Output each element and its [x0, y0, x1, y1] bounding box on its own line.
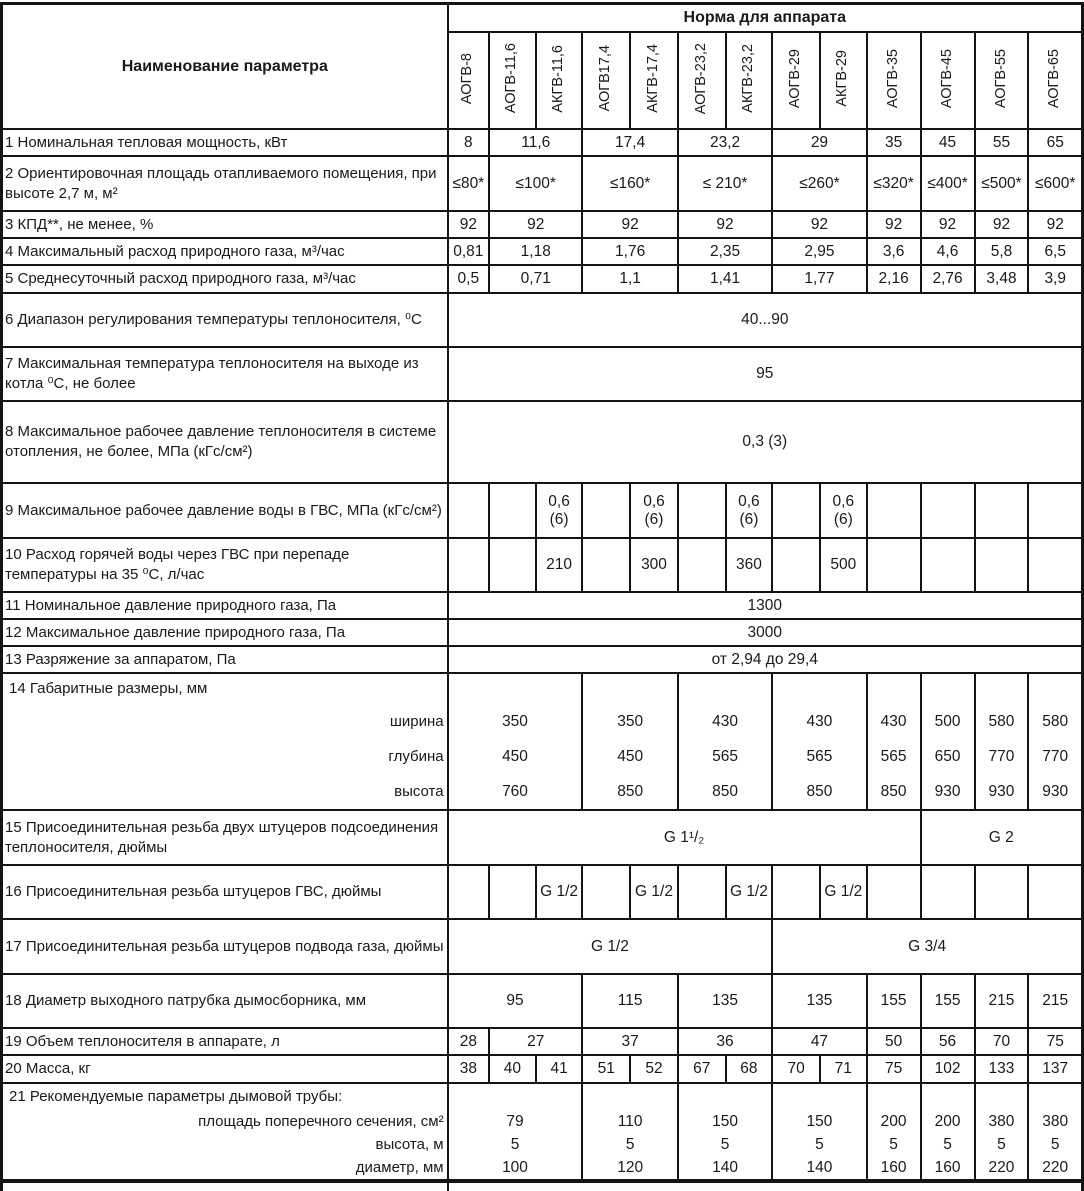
value-cell [489, 865, 536, 919]
value-cell [678, 1083, 772, 1181]
value-cell [867, 483, 921, 538]
value-cell: 2,16 [867, 265, 921, 293]
param-label: 1 Номинальная тепловая мощность, кВт [2, 129, 448, 156]
value-cell: 92 [1028, 211, 1082, 238]
model-name: АОГВ-35 [884, 48, 901, 109]
model-header-cell [975, 32, 1029, 129]
value-cell: 155 [921, 974, 975, 1028]
param-label: 11 Номинальное давление природного газа, Па [2, 592, 448, 619]
value-cell: 300 [630, 538, 678, 592]
value-line: 150 [806, 1113, 833, 1130]
value-cell: 133 [975, 1055, 1029, 1083]
value-cell: 95 [448, 347, 1083, 401]
value-cell: ≤320* [867, 156, 921, 211]
value-line: 580 [1042, 713, 1069, 730]
value-line: 565 [806, 748, 833, 765]
value-cell: 38 [448, 1055, 489, 1083]
value-spacer [681, 1084, 769, 1110]
param-label: 8 Максимальное рабочее давление теплоносителя в системе отопления, не более, МПа (кГс/см²) [2, 401, 448, 483]
value-spacer [924, 1084, 972, 1110]
value-cell: 92 [448, 211, 489, 238]
table-row [2, 538, 1083, 592]
value-cell: 210 [536, 538, 583, 592]
value-line: 5 [1050, 1136, 1060, 1153]
value-cell [582, 483, 630, 538]
value-line: 220 [1042, 1159, 1069, 1176]
param-label [2, 1083, 448, 1181]
value-cell: 115 [582, 974, 677, 1028]
model-name: АОГВ-65 [1046, 48, 1063, 109]
value-cell [867, 1083, 921, 1181]
value-cell: 500 [820, 538, 867, 592]
value-cell: 40 [489, 1055, 536, 1083]
model-name: АОГВ-8 [459, 52, 476, 105]
param-label: 5 Среднесуточный расход природного газа, м³/час [2, 265, 448, 293]
value-line: 5 [889, 1136, 898, 1153]
value-cell [448, 673, 583, 810]
value-cell: G 1/2 [630, 865, 678, 919]
group-sublabel: высота, м [375, 1136, 444, 1153]
model-name: АКГВ-23,2 [739, 44, 756, 113]
value-cell [448, 483, 489, 538]
spec-sheet-page [0, 2, 1084, 1191]
value-cell: 50 [867, 1028, 921, 1055]
value-cell [582, 538, 630, 592]
value-cell [582, 673, 677, 810]
param-label: 20 Масса, кг [2, 1055, 448, 1083]
value-line: 200 [934, 1113, 961, 1130]
value-cell: G 1/2 [448, 919, 773, 974]
value-cell: ≤260* [772, 156, 866, 211]
model-name: АКГВ-17,4 [645, 44, 662, 113]
partial-row [2, 1181, 1083, 1191]
value-cell: 92 [921, 211, 975, 238]
value-cell [489, 538, 536, 592]
value-cell: G 2 [921, 810, 1083, 865]
value-cell: 55 [975, 129, 1029, 156]
value-cell: 135 [678, 974, 772, 1028]
param-name-header: Наименование параметра [2, 4, 448, 130]
value-cell: ≤600* [1028, 156, 1082, 211]
value-cell: 23,2 [678, 129, 772, 156]
value-line: 79 [506, 1113, 524, 1130]
value-cell: 3000 [448, 619, 1083, 646]
value-cell: 3,6 [867, 238, 921, 265]
value-cell: 102 [921, 1055, 975, 1083]
value-cell [867, 673, 921, 810]
value-cell: 37 [582, 1028, 677, 1055]
value-line: 5 [943, 1136, 952, 1153]
value-line: 5 [625, 1136, 635, 1153]
value-cell: 0,3 (3) [448, 401, 1083, 483]
value-spacer [775, 674, 863, 704]
value-line: 850 [806, 783, 833, 800]
param-label: 16 Присоединительная резьба штуцеров ГВС, дюймы [2, 865, 448, 919]
value-cell [772, 673, 866, 810]
value-cell: 2,76 [921, 265, 975, 293]
table-row [2, 810, 1083, 865]
model-header-cell [867, 32, 921, 129]
param-label: 19 Объем теплоносителя в аппарате, л [2, 1028, 448, 1055]
value-cell [582, 865, 630, 919]
value-line: 110 [617, 1113, 643, 1130]
value-cell: 8 [448, 129, 489, 156]
value-cell: 71 [820, 1055, 867, 1083]
value-cell: 95 [448, 974, 583, 1028]
param-label: 10 Расход горячей воды через ГВС при перепаде температуры на 35 ⁰С, л/час [2, 538, 448, 592]
value-cell [489, 483, 536, 538]
value-cell [975, 1083, 1029, 1181]
model-header-cell [921, 32, 975, 129]
model-header-cell [630, 32, 678, 129]
value-cell [448, 865, 489, 919]
value-cell: 92 [582, 211, 677, 238]
value-line: 850 [880, 783, 907, 800]
model-name: АОГВ-29 [787, 48, 804, 109]
model-header-cell [678, 32, 726, 129]
group-sublabel: диаметр, мм [355, 1159, 444, 1176]
partial-label-cell [2, 1181, 448, 1191]
value-cell: G 1/2 [536, 865, 583, 919]
param-label: 18 Диаметр выходного патрубка дымосборника, мм [2, 974, 448, 1028]
value-cell [921, 1083, 975, 1181]
value-cell [1028, 1083, 1082, 1181]
value-cell [975, 673, 1029, 810]
value-spacer [978, 674, 1026, 704]
value-cell: 215 [1028, 974, 1082, 1028]
table-row [2, 347, 1083, 401]
value-line: 580 [988, 713, 1015, 730]
value-line: 930 [988, 783, 1015, 800]
value-cell [1028, 865, 1082, 919]
value-cell: ≤100* [489, 156, 582, 211]
value-cell: 40...90 [448, 293, 1083, 347]
value-spacer [870, 674, 918, 704]
partial-value-cell [448, 1181, 1083, 1191]
model-name: АОГВ-55 [992, 48, 1009, 109]
value-spacer [924, 674, 972, 704]
value-line: 650 [934, 748, 961, 765]
param-label: 4 Максимальный расход природного газа, м³/час [2, 238, 448, 265]
value-cell: 70 [975, 1028, 1029, 1055]
model-name: АОГВ-45 [938, 48, 955, 109]
value-line: 850 [617, 783, 644, 800]
norm-header: Норма для аппарата [448, 4, 1083, 33]
value-cell: 75 [867, 1055, 921, 1083]
value-cell: 65 [1028, 129, 1082, 156]
value-line: 350 [502, 713, 528, 730]
model-name: АКГВ-29 [834, 50, 851, 107]
value-line: 380 [1042, 1113, 1069, 1130]
value-line: 5 [997, 1136, 1006, 1153]
model-header-cell [726, 32, 773, 129]
table-row [2, 592, 1083, 619]
model-header-cell [582, 32, 630, 129]
value-line: 450 [617, 748, 644, 765]
value-cell: 92 [772, 211, 866, 238]
value-line: 140 [806, 1159, 833, 1176]
value-line: 770 [988, 748, 1015, 765]
value-spacer [775, 1084, 863, 1110]
value-cell: ≤80* [448, 156, 489, 211]
value-cell [678, 673, 772, 810]
param-label: 15 Присоединительная резьба двух штуцеров подсоединения теплоносителя, дюймы [2, 810, 448, 865]
value-line: 760 [502, 783, 528, 800]
table-row [2, 483, 1083, 538]
value-cell: 2,35 [678, 238, 772, 265]
value-line: 160 [880, 1159, 907, 1176]
group-row-title: 21 Рекомендуемые параметры дымовой трубы: [9, 1088, 343, 1105]
table-row [2, 129, 1083, 156]
value-cell: 92 [975, 211, 1029, 238]
model-header-cell [820, 32, 867, 129]
value-cell [582, 1083, 677, 1181]
value-cell: G 1/2 [820, 865, 867, 919]
value-cell: 27 [489, 1028, 582, 1055]
value-spacer [978, 1084, 1026, 1110]
param-label: 3 КПД**, не менее, % [2, 211, 448, 238]
value-cell: 1300 [448, 592, 1083, 619]
table-row [2, 646, 1083, 673]
value-cell: 1,18 [489, 238, 582, 265]
value-cell: 70 [772, 1055, 820, 1083]
value-line: 430 [880, 713, 907, 730]
value-cell: 51 [582, 1055, 630, 1083]
value-cell [921, 673, 975, 810]
value-cell: 68 [726, 1055, 773, 1083]
param-label: 2 Ориентировочная площадь отапливаемого помещения, при высоте 2,7 м, м² [2, 156, 448, 211]
value-cell: 155 [867, 974, 921, 1028]
value-cell [867, 538, 921, 592]
value-cell [1028, 538, 1082, 592]
value-cell [772, 483, 820, 538]
param-label: 9 Максимальное рабочее давление воды в ГВС, МПа (кГс/см²) [2, 483, 448, 538]
param-label: 7 Максимальная температура теплоносителя на выходе из котла ⁰С, не более [2, 347, 448, 401]
model-name: АОГВ17,4 [597, 45, 614, 112]
value-cell: 6,5 [1028, 238, 1082, 265]
value-cell: G 3/4 [772, 919, 1082, 974]
value-cell [678, 483, 726, 538]
value-cell: 137 [1028, 1055, 1082, 1083]
value-cell [975, 865, 1029, 919]
value-spacer [1031, 1084, 1079, 1110]
value-cell: 0,6 (6) [820, 483, 867, 538]
param-label: 6 Диапазон регулирования температуры теплоносителя, ⁰С [2, 293, 448, 347]
value-line: 930 [934, 783, 961, 800]
value-line: 430 [712, 713, 738, 730]
value-cell [867, 865, 921, 919]
value-cell [772, 1083, 866, 1181]
value-cell: 11,6 [489, 129, 582, 156]
value-cell: 1,77 [772, 265, 866, 293]
value-cell: 1,41 [678, 265, 772, 293]
value-cell: ≤160* [582, 156, 677, 211]
value-line: 150 [712, 1113, 738, 1130]
value-cell: 92 [489, 211, 582, 238]
value-cell: 0,81 [448, 238, 489, 265]
value-cell: 92 [678, 211, 772, 238]
value-cell: 3,9 [1028, 265, 1082, 293]
value-cell: 28 [448, 1028, 489, 1055]
param-label: 17 Присоединительная резьба штуцеров подвода газа, дюймы [2, 919, 448, 974]
value-cell: 0,6 (6) [536, 483, 583, 538]
value-cell: 2,95 [772, 238, 866, 265]
value-cell: 36 [678, 1028, 772, 1055]
value-spacer [1031, 674, 1079, 704]
value-spacer [585, 1084, 674, 1110]
value-cell: 5,8 [975, 238, 1029, 265]
table-row [2, 1083, 1083, 1181]
value-cell: G 1¹/₂ [448, 810, 921, 865]
value-line: 5 [720, 1136, 730, 1153]
table-row [2, 919, 1083, 974]
value-line: 930 [1042, 783, 1069, 800]
value-line: 770 [1042, 748, 1069, 765]
value-cell [975, 483, 1029, 538]
model-name: АОГВ-23,2 [692, 42, 709, 115]
value-cell: 47 [772, 1028, 866, 1055]
group-sublabel: ширина [389, 713, 444, 730]
model-header-cell [489, 32, 536, 129]
model-name: АКГВ-11,6 [550, 44, 567, 113]
table-row [2, 293, 1083, 347]
value-cell: 35 [867, 129, 921, 156]
value-cell: 52 [630, 1055, 678, 1083]
value-line: 100 [502, 1159, 528, 1176]
value-cell: 0,5 [448, 265, 489, 293]
table-row [2, 1028, 1083, 1055]
value-cell [921, 865, 975, 919]
group-sublabel: глубина [388, 748, 444, 765]
value-cell: 17,4 [582, 129, 677, 156]
value-cell: 0,6 (6) [630, 483, 678, 538]
value-cell: от 2,94 до 29,4 [448, 646, 1083, 673]
table-row [2, 619, 1083, 646]
value-cell: 360 [726, 538, 773, 592]
value-line: 120 [617, 1159, 644, 1176]
group-row-title: 14 Габаритные размеры, мм [9, 680, 208, 697]
table-header-row [2, 4, 1083, 33]
model-name: АОГВ-11,6 [503, 43, 520, 114]
value-cell: 56 [921, 1028, 975, 1055]
value-line: 350 [617, 713, 644, 730]
value-line: 430 [806, 713, 833, 730]
value-cell [772, 538, 820, 592]
value-cell: 1,76 [582, 238, 677, 265]
value-cell [1028, 483, 1082, 538]
value-cell: ≤500* [975, 156, 1029, 211]
table-row [2, 265, 1083, 293]
value-cell [772, 865, 820, 919]
value-line: 850 [712, 783, 738, 800]
table-row [2, 156, 1083, 211]
value-spacer [870, 1084, 918, 1110]
value-line: 500 [934, 713, 961, 730]
value-line: 200 [880, 1113, 907, 1130]
model-header-cell [448, 32, 489, 129]
value-spacer [585, 674, 674, 704]
value-cell [448, 538, 489, 592]
param-label [2, 673, 448, 810]
value-spacer [681, 674, 769, 704]
value-line: 140 [712, 1159, 738, 1176]
spec-table [0, 2, 1084, 1191]
table-row [2, 401, 1083, 483]
value-cell: 135 [772, 974, 866, 1028]
value-cell: 29 [772, 129, 866, 156]
value-spacer [451, 1084, 580, 1110]
value-cell [921, 483, 975, 538]
value-cell [448, 1083, 583, 1181]
group-sublabel: площадь поперечного сечения, см² [198, 1113, 444, 1130]
table-row [2, 673, 1083, 810]
value-line: 220 [988, 1159, 1015, 1176]
value-cell: 0,71 [489, 265, 582, 293]
value-cell: 0,6 (6) [726, 483, 773, 538]
value-line: 565 [880, 748, 907, 765]
table-row [2, 1055, 1083, 1083]
model-header-cell [1028, 32, 1082, 129]
value-cell: 41 [536, 1055, 583, 1083]
value-spacer [451, 674, 580, 704]
value-line: 160 [934, 1159, 961, 1176]
value-cell: 4,6 [921, 238, 975, 265]
model-header-cell [772, 32, 820, 129]
value-cell [678, 538, 726, 592]
param-label: 12 Максимальное давление природного газа, Па [2, 619, 448, 646]
table-row [2, 865, 1083, 919]
value-cell: 92 [867, 211, 921, 238]
value-cell [678, 865, 726, 919]
value-line: 450 [502, 748, 528, 765]
value-cell [975, 538, 1029, 592]
value-cell: G 1/2 [726, 865, 773, 919]
value-line: 5 [815, 1136, 824, 1153]
value-cell: ≤ 210* [678, 156, 772, 211]
param-label: 13 Разряжение за аппаратом, Па [2, 646, 448, 673]
group-sublabel: высота [394, 783, 444, 800]
table-row [2, 974, 1083, 1028]
value-line: 380 [988, 1113, 1015, 1130]
value-cell: 215 [975, 974, 1029, 1028]
value-cell: 67 [678, 1055, 726, 1083]
value-cell: 45 [921, 129, 975, 156]
value-cell [1028, 673, 1082, 810]
table-row [2, 238, 1083, 265]
value-cell: 75 [1028, 1028, 1082, 1055]
value-cell: 3,48 [975, 265, 1029, 293]
value-line: 5 [510, 1136, 520, 1153]
value-cell: 1,1 [582, 265, 677, 293]
table-row [2, 211, 1083, 238]
value-cell: ≤400* [921, 156, 975, 211]
value-line: 565 [712, 748, 738, 765]
value-cell [921, 538, 975, 592]
model-header-cell [536, 32, 583, 129]
